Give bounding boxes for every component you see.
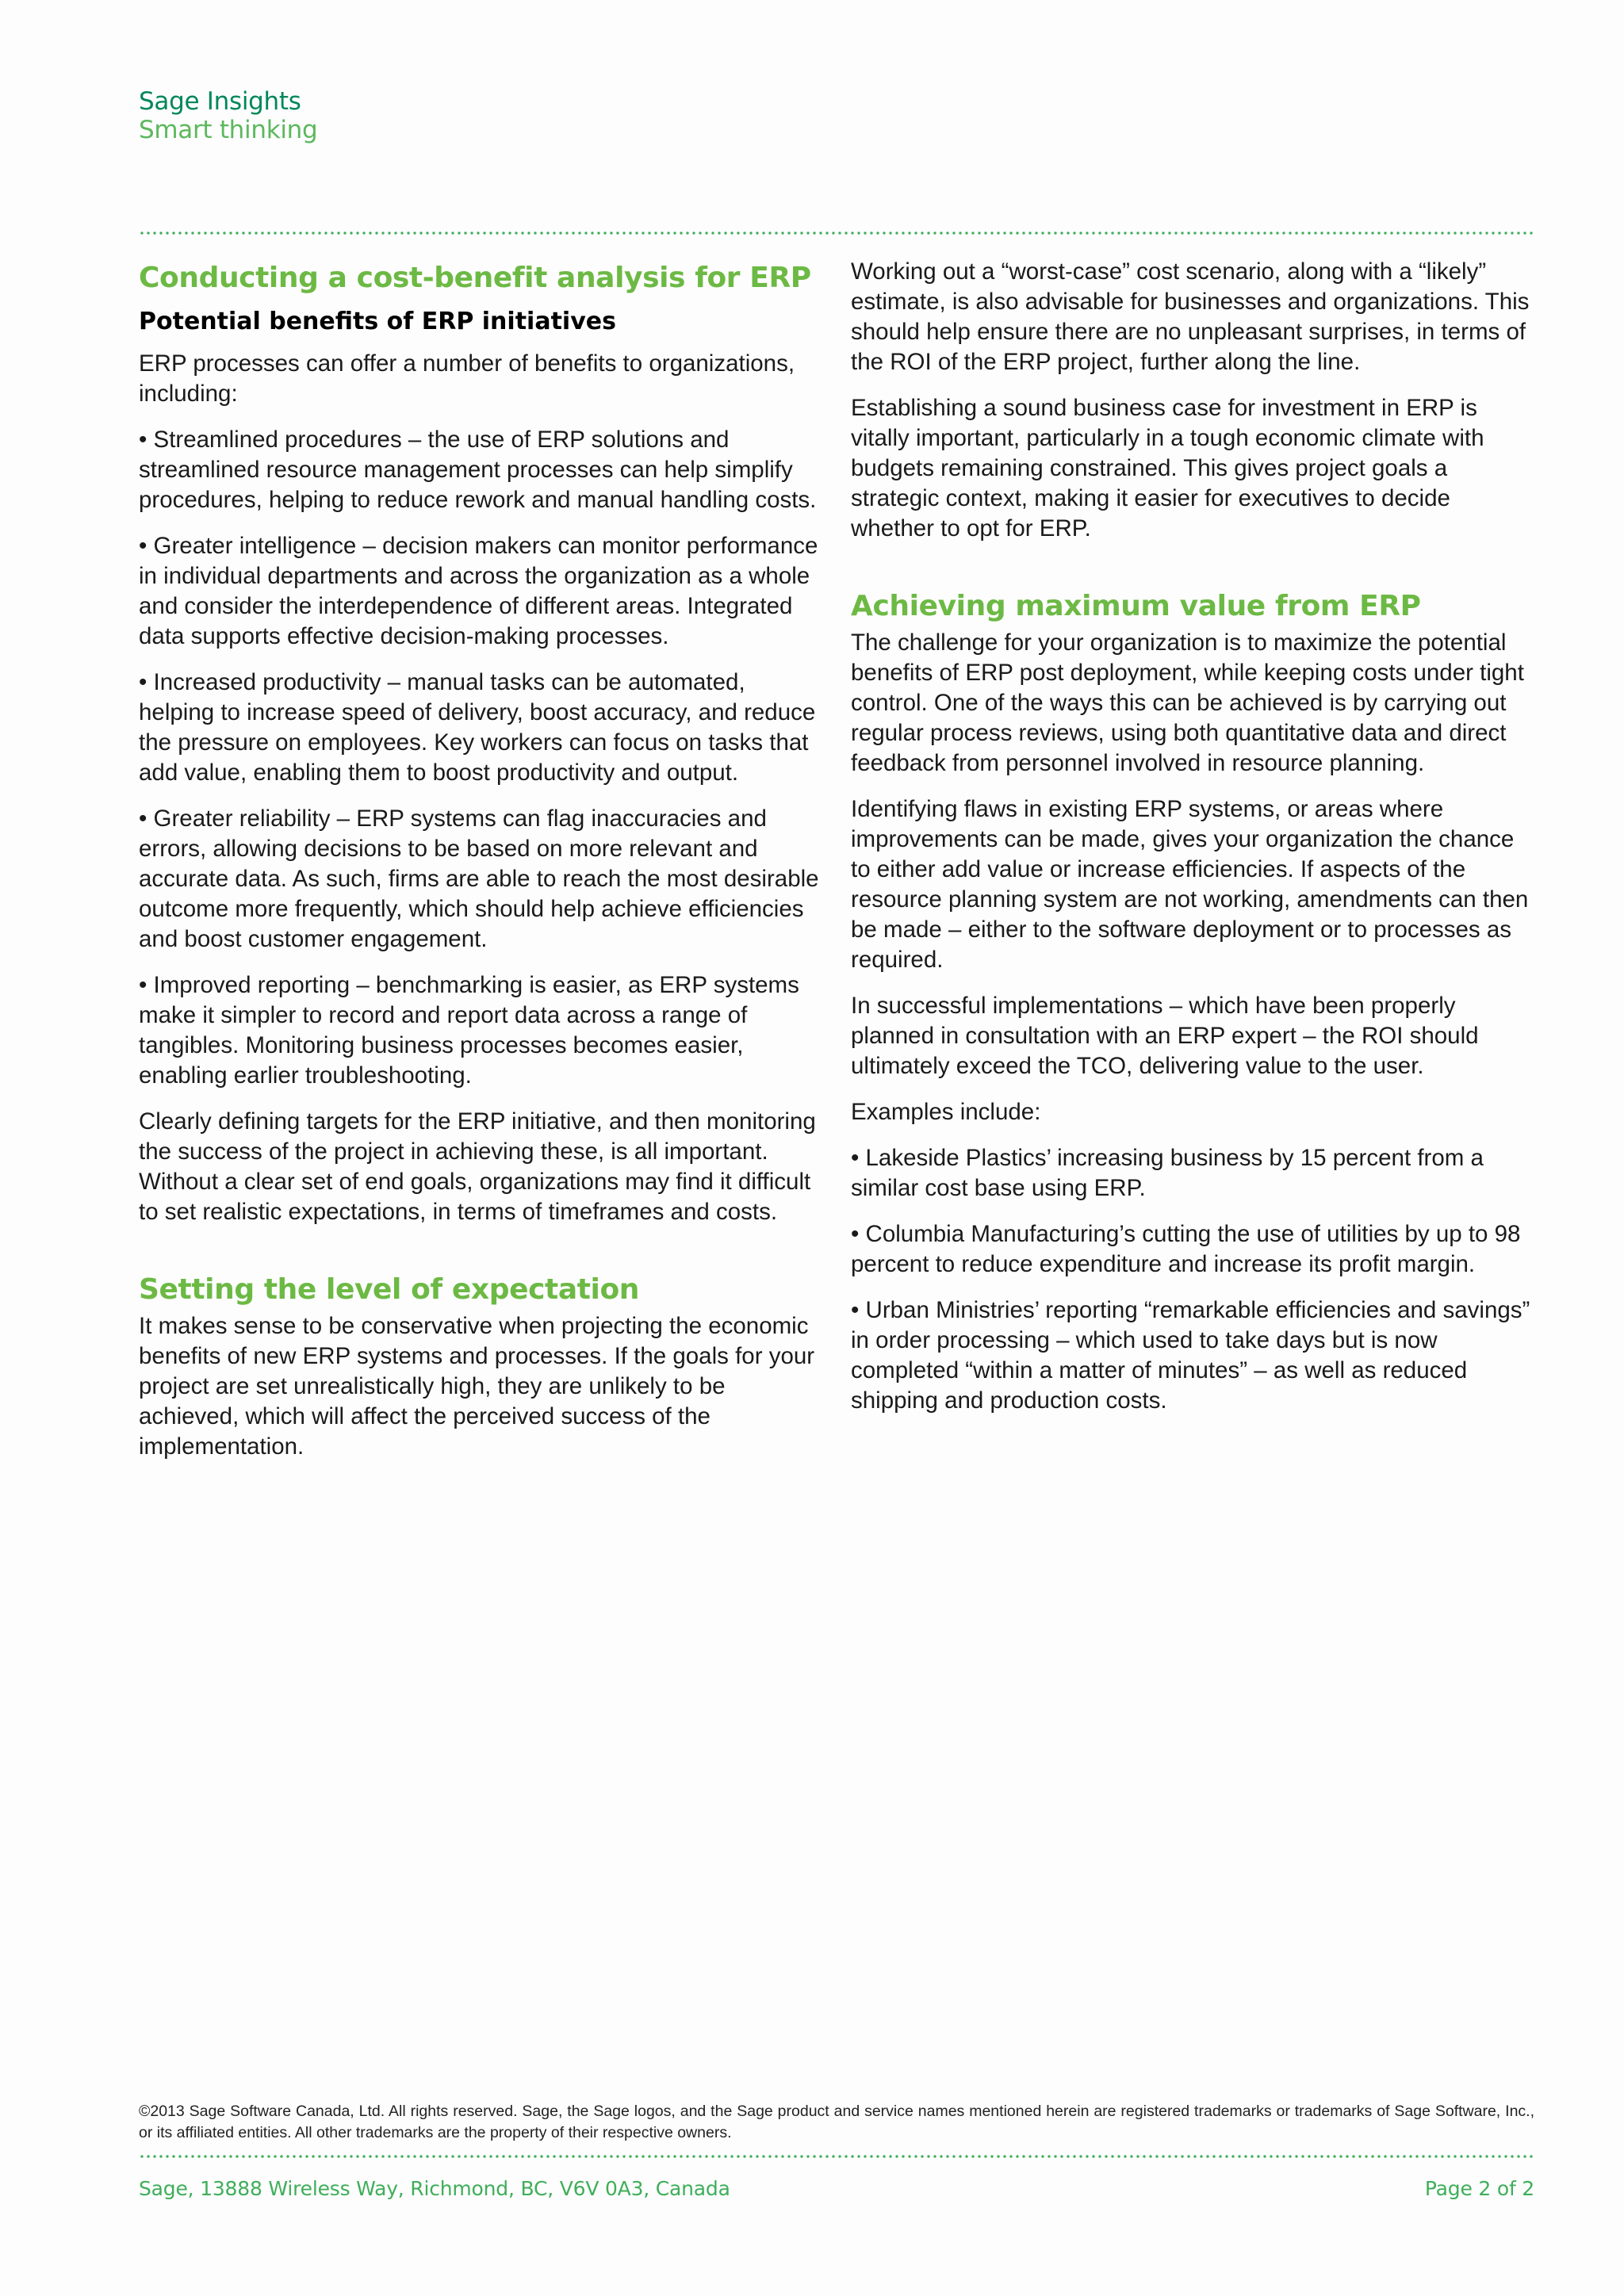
bullet-item: • Greater intelligence – decision makers can monitor performance in individual departments and across the organization as a whole and consider the interdependence of different areas. Integrated data supports effective decision-making processes. <box>139 533 818 649</box>
brand-name: Sage Insights <box>139 87 301 116</box>
top-divider <box>139 232 1534 235</box>
expectation-paragraph: It makes sense to be conservative when projecting the economic benefits of new ERP systems and processes. If the goals for your project are set unrealistically high, they are unlikely to be achieved, which will affect the perceived success of the implementation. <box>139 1313 815 1460</box>
subtitle-potential-benefits: Potential benefits of ERP initiatives <box>139 308 616 335</box>
page-number: Page 2 of 2 <box>1424 2177 1534 2200</box>
section-title-maximum-value: Achieving maximum value from ERP <box>851 590 1421 622</box>
section-title-cost-benefit: Conducting a cost-benefit analysis for ERP <box>139 262 811 294</box>
example-item: • Columbia Manufacturing’s cutting the use of utilities by up to 98 percent to reduce expenditure and increase its profit margin. <box>851 1221 1521 1277</box>
brand-header <box>139 87 317 144</box>
bottom-divider <box>139 2155 1534 2158</box>
intro-paragraph: ERP processes can offer a number of benefits to organizations, including: <box>139 350 795 407</box>
legal-notice: ©2013 Sage Software Canada, Ltd. All rights reserved. Sage, the Sage logos, and the Sage product and service names mentioned herein are registered trademarks or trademarks of Sage Software, Inc., or its affiliated entities. All other trademarks are the property of their respective owners. <box>139 2103 1534 2141</box>
footer-address: Sage, 13888 Wireless Way, Richmond, BC, V6V 0A3, Canada <box>139 2177 730 2200</box>
implementations-paragraph: In successful implementations – which have been properly planned in consultation with an ERP expert – the ROI should ultimately exceed the TCO, delivering value to the user. <box>851 993 1479 1079</box>
challenge-paragraph: The challenge for your organization is to maximize the potential benefits of ERP post deployment, while keeping costs under tight control. One of the ways this can be achieved is by carrying out regular process reviews, using both quantitative data and direct feedback from personnel involved in resource planning. <box>851 629 1524 776</box>
bullet-item: • Improved reporting – benchmarking is easier, as ERP systems make it simpler to record and report data across a range of tangibles. Monitoring business processes becomes easier, enabling earlier troubleshooting. <box>139 972 799 1089</box>
left-column <box>139 257 825 1478</box>
right-column <box>851 257 1537 1432</box>
bullet-item: • Streamlined procedures – the use of ERP solutions and streamlined resource management processes can help simplify procedures, helping to reduce rework and manual handling costs. <box>139 427 817 513</box>
example-item: • Urban Ministries’ reporting “remarkable efficiencies and savings” in order processing – which used to take days but is now completed “within a matter of minutes” – as well as reduced shipping and production costs. <box>851 1297 1530 1414</box>
bullet-item: • Greater reliability – ERP systems can flag inaccuracies and errors, allowing decisions to be based on more relevant and accurate data. As such, firms are able to reach the most desirable outcome more frequently, which should help achieve efficiencies and boost customer engagement. <box>139 806 819 952</box>
worst-case-paragraph: Working out a “worst-case” cost scenario, along with a “likely” estimate, is also advisable for businesses and organizations. This should help ensure there are no unpleasant surprises, in terms of the ROI of the ERP project, further along the line. <box>851 258 1530 375</box>
section-title-expectation: Setting the level of expectation <box>139 1273 640 1306</box>
example-item: • Lakeside Plastics’ increasing business by 15 percent from a similar cost base using ERP. <box>851 1145 1484 1201</box>
flaws-paragraph: Identifying flaws in existing ERP systems, or areas where improvements can be made, gives your organization the chance to either add value or increase efficiencies. If aspects of the resource planning system are not working, amendments can then be made – either to the software deployment or to processes as required. <box>851 796 1529 973</box>
bullet-item: • Increased productivity – manual tasks can be automated, helping to increase speed of delivery, boost accuracy, and reduce the pressure on employees. Key workers can focus on tasks that add value, enabling them to boost productivity and output. <box>139 669 816 786</box>
brand-tagline: Smart thinking <box>139 116 318 144</box>
closing-paragraph: Clearly defining targets for the ERP initiative, and then monitoring the success of the project in achieving these, is all important. Without a clear set of end goals, organizations may find it difficult to set realistic expectations, in terms of timeframes and costs. <box>139 1108 816 1225</box>
business-case-paragraph: Establishing a sound business case for investment in ERP is vitally important, particularly in a tough economic climate with budgets remaining constrained. This gives project goals a strategic context, making it easier for executives to decide whether to opt for ERP. <box>851 395 1484 541</box>
examples-intro: Examples include: <box>851 1099 1041 1125</box>
